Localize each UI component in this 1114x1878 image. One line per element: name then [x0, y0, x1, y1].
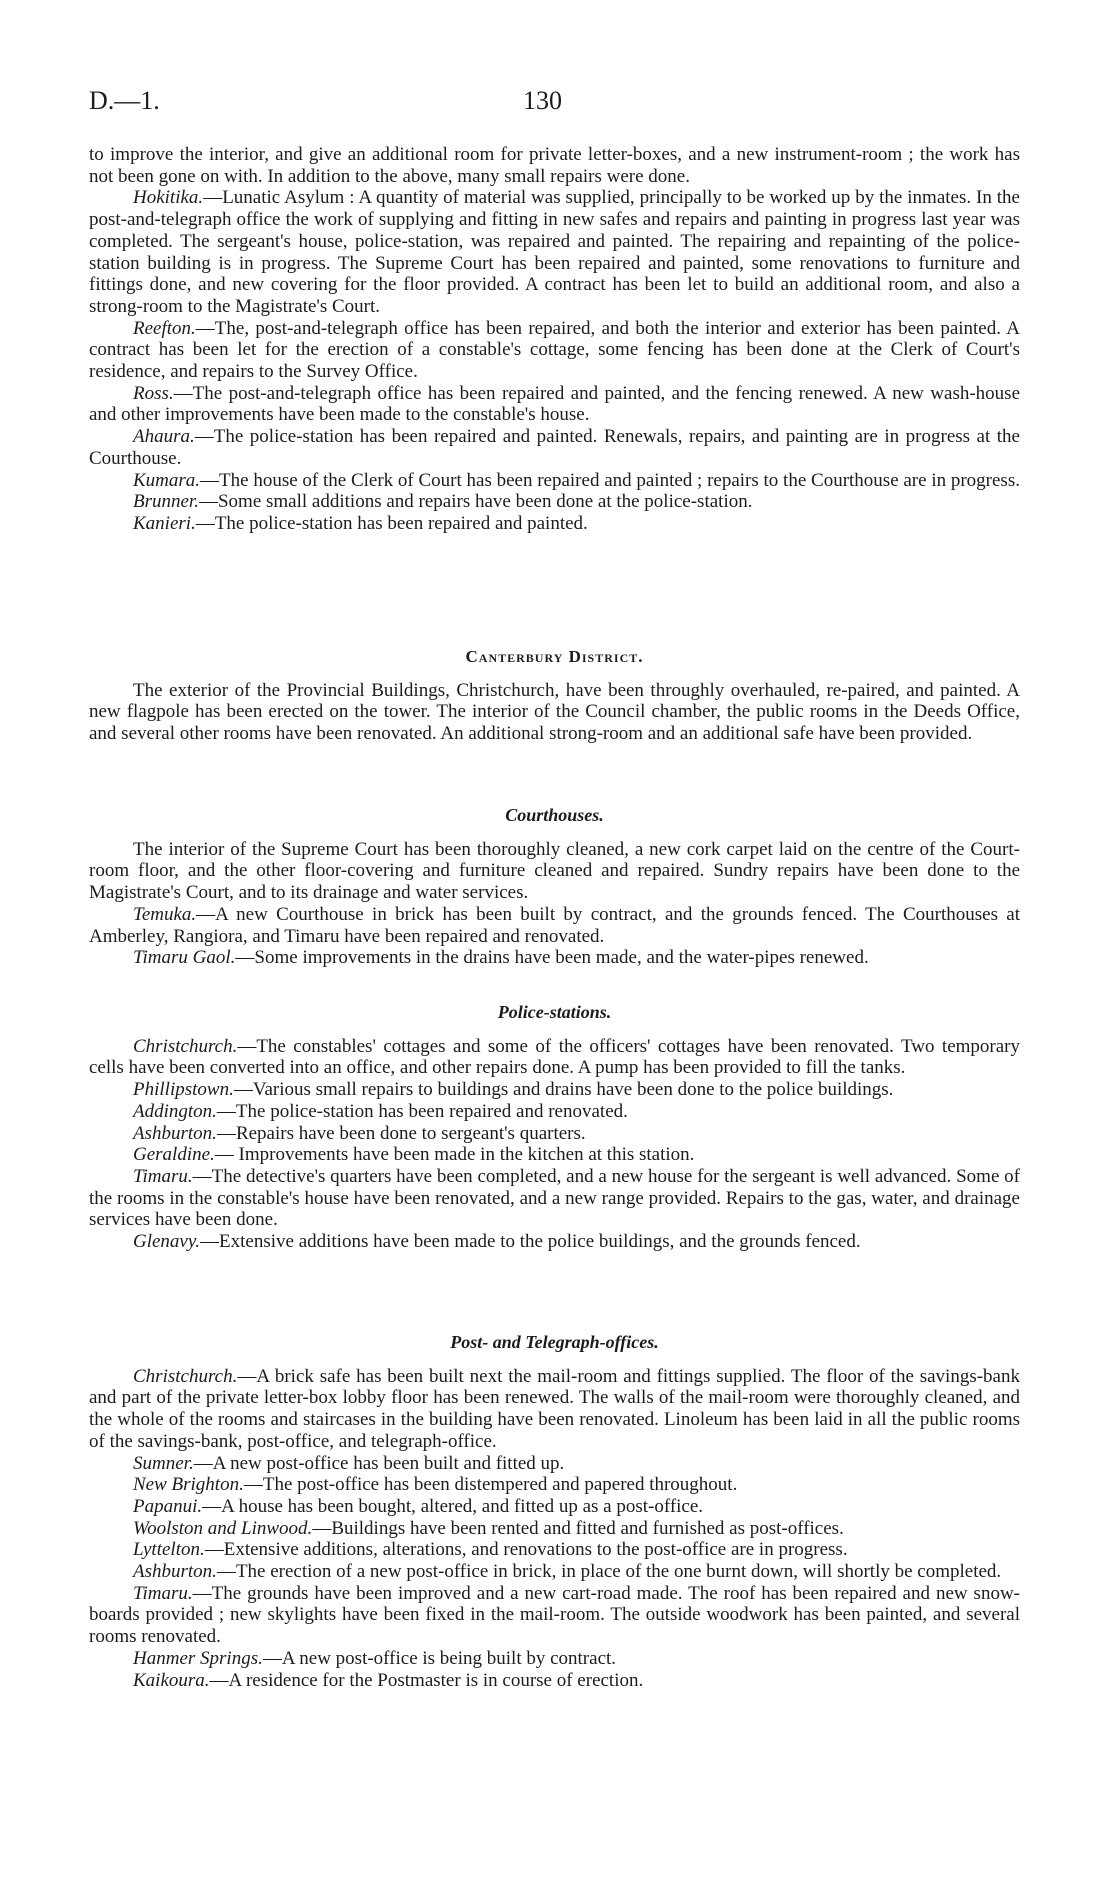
- paragraph-text: — Improvements have been made in the kitchen at this station.: [214, 1144, 695, 1166]
- paragraph: [89, 1518, 1020, 1540]
- place-name: Timaru.: [133, 1165, 193, 1187]
- paragraph-text: —The police-station has been repaired and renovated.: [216, 1100, 628, 1122]
- paragraph-text: —Extensive additions, alterations, and renovations to the post-office are in progress.: [204, 1539, 848, 1561]
- paragraph-text: —Lunatic Asylum : A quantity of material was supplied, principally to be worked up by the inmates. In the post-and-telegraph office the work of supplying and fitting in new safes and repairs and painting in progress last year was completed. The sergeant's house, police-station, was repaired and painted. The repairing and repainting of the police-station building is in progress. The Supreme Court has been repaired and painted, some renovations to furniture and fittings done, and new covering for the floor provided. A contract has been let to build an additional room, and also a strong-room to the Magistrate's Court.: [89, 187, 1020, 317]
- place-name: Lyttelton.: [133, 1539, 205, 1561]
- section-heading: Courthouses.: [505, 805, 604, 825]
- paragraph-text: —Extensive additions have been made to the police buildings, and the grounds fenced.: [200, 1231, 861, 1253]
- place-name: Glenavy.: [133, 1231, 201, 1253]
- place-name: Timaru.: [133, 1582, 193, 1604]
- section-westland: [89, 144, 1020, 535]
- paragraph: [89, 1166, 1020, 1231]
- place-name: Brunner.: [133, 491, 199, 513]
- place-name: Kumara.: [133, 469, 201, 491]
- paragraph-text: —The detective's quarters have been completed, and a new house for the sergeant is well advanced. Some of the rooms in the constable's house have been renovated, and a new range provided. Repairs to the gas, water, and drainage services have been done.: [89, 1165, 1020, 1231]
- paragraph: [89, 839, 1020, 904]
- place-name: Kaikoura.: [133, 1669, 210, 1691]
- paragraph: [89, 1539, 1020, 1561]
- place-name: Geraldine.: [133, 1144, 215, 1166]
- paragraph-text: The exterior of the Provincial Buildings, Christchurch, have been throughly overhauled, re-paired, and painted. A new flagpole has been erected on the tower. The interior of the Council chamber, the public rooms in the Deeds Office, and several other rooms have been renovated. An additional strong-room and an additional safe have been provided.: [89, 679, 1020, 745]
- place-name: Hanmer Springs.: [133, 1647, 263, 1669]
- paragraph: [89, 187, 1020, 317]
- paragraph: [89, 1144, 1020, 1166]
- paragraph: [89, 144, 1020, 187]
- paragraph: [89, 1561, 1020, 1583]
- place-name: Ahaura.: [133, 426, 195, 448]
- place-name: New Brighton.: [133, 1474, 244, 1496]
- paragraph-text: —The police-station has been repaired and painted.: [195, 512, 588, 534]
- paragraph: [89, 1036, 1020, 1079]
- paragraph: [89, 470, 1020, 492]
- place-name: Sumner.: [133, 1452, 194, 1474]
- section-courthouses: [89, 805, 1020, 969]
- paragraph: [89, 1670, 1020, 1692]
- paragraph: [89, 680, 1020, 745]
- place-name: Papanui.: [133, 1495, 203, 1517]
- place-name: Reefton.: [133, 317, 196, 339]
- place-name: Kanieri.: [133, 512, 196, 534]
- paragraph: [89, 383, 1020, 426]
- paragraph: [89, 1583, 1020, 1648]
- section-heading: Post- and Telegraph-offices.: [450, 1332, 659, 1352]
- paragraph-text: —A new post-office has been built and fitted up.: [193, 1452, 565, 1474]
- place-name: Hokitika.: [133, 187, 204, 209]
- paragraph-text: —A residence for the Postmaster is in course of erection.: [209, 1669, 644, 1691]
- paragraph-text: —A new Courthouse in brick has been built by contract, and the grounds fenced. The Courthouses at Amberley, Rangiora, and Timaru have been repaired and renovated.: [89, 903, 1020, 947]
- paragraph-text: to improve the interior, and give an additional room for private letter-boxes, and a new instrument-room ; the work has not been gone on with. In addition to the above, many small repairs were done.: [89, 144, 1020, 187]
- place-name: Ross.: [133, 382, 174, 404]
- paragraph-text: —The constables' cottages and some of the officers' cottages have been renovated. Two temporary cells have been converted into an office, and other repairs done. A pump has been provided to fill the tanks.: [89, 1035, 1020, 1079]
- paragraph-text: —The grounds have been improved and a new cart-road made. The roof has been repaired and new snow-boards provided ; new skylights have been fixed in the mail-room. The outside woodwork has been painted, and several rooms renovated.: [89, 1582, 1020, 1648]
- paragraph-text: —The post-and-telegraph office has been repaired and painted, and the fencing renewed. A new wash-house and other improvements have been made to the constable's house.: [89, 382, 1020, 426]
- paragraph-text: —Some small additions and repairs have been done at the police-station.: [198, 491, 753, 513]
- paragraph-text: —The post-office has been distempered and papered throughout.: [243, 1474, 738, 1496]
- paragraph-text: The interior of the Supreme Court has been thoroughly cleaned, a new cork carpet laid on the centre of the Court-room floor, and the other floor-covering and furniture cleaned and repaired. Sundry repairs have been done to the Magistrate's Court, and to its drainage and water services.: [89, 838, 1020, 904]
- paragraph: [89, 426, 1020, 469]
- place-name: Ashburton.: [133, 1561, 217, 1583]
- place-name: Ashburton.: [133, 1122, 217, 1144]
- section-post-telegraph-offices: [89, 1332, 1020, 1691]
- paragraph-text: —Repairs have been done to sergeant's quarters.: [216, 1122, 586, 1144]
- paragraph: [89, 513, 1020, 535]
- paragraph: [89, 1648, 1020, 1670]
- place-name: Phillipstown.: [133, 1079, 234, 1101]
- place-name: Timaru Gaol.: [133, 947, 236, 969]
- paragraph: [89, 904, 1020, 947]
- paragraph-text: —The, post-and-telegraph office has been repaired, and both the interior and exterior has been painted. A contract has been let for the erection of a constable's cottage, some fencing has been done at the Clerk of Court's residence, and repairs to the Survey Office.: [89, 317, 1020, 383]
- paragraph: [89, 1496, 1020, 1518]
- paragraph: [89, 491, 1020, 513]
- paragraph: [89, 318, 1020, 383]
- place-name: Temuka.: [133, 903, 197, 925]
- place-name: Woolston and Linwood.: [133, 1517, 313, 1539]
- document-code: D.—1.: [89, 86, 160, 115]
- paragraph: [89, 1101, 1020, 1123]
- place-name: Addington.: [133, 1100, 217, 1122]
- paragraph-text: —A house has been bought, altered, and fitted up as a post-office.: [202, 1495, 704, 1517]
- paragraph: [89, 1123, 1020, 1145]
- section-heading: Police-stations.: [497, 1002, 612, 1022]
- paragraph: [89, 1079, 1020, 1101]
- paragraph-text: —Some improvements in the drains have been made, and the water-pipes renewed.: [235, 947, 869, 969]
- paragraph: [89, 947, 1020, 969]
- place-name: Christchurch.: [133, 1365, 238, 1387]
- paragraph: [89, 1453, 1020, 1475]
- paragraph: [89, 1474, 1020, 1496]
- section-canterbury-district: [89, 646, 1020, 745]
- paragraph-text: —The house of the Clerk of Court has been repaired and painted ; repairs to the Courthouse are in progress.: [200, 469, 1020, 491]
- section-heading: Canterbury District.: [465, 647, 644, 666]
- section-police-stations: [89, 1002, 1020, 1253]
- paragraph: [89, 1366, 1020, 1453]
- paragraph-text: —A brick safe has been built next the mail-room and fittings supplied. The floor of the savings-bank and part of the private letter-box lobby floor has been renewed. The walls of the mail-room were thoroughly cleaned, and the whole of the rooms and staircases in the building have been renovated. Linoleum has been laid in all the public rooms of the savings-bank, post-office, and telegraph-office.: [89, 1365, 1020, 1452]
- paragraph-text: —Various small repairs to buildings and drains have been done to the police buildings.: [233, 1079, 894, 1101]
- paragraph-text: —The police-station has been repaired and painted. Renewals, repairs, and painting are in progress at the Courthouse.: [89, 426, 1020, 469]
- paragraph-text: —A new post-office is being built by contract.: [262, 1647, 617, 1669]
- paragraph: [89, 1231, 1020, 1253]
- place-name: Christchurch.: [133, 1035, 238, 1057]
- paragraph-text: —The erection of a new post-office in brick, in place of the one burnt down, will shortly be completed.: [216, 1561, 1002, 1583]
- paragraph-text: —Buildings have been rented and fitted and furnished as post-offices.: [312, 1517, 844, 1539]
- page-number: 130: [523, 86, 562, 115]
